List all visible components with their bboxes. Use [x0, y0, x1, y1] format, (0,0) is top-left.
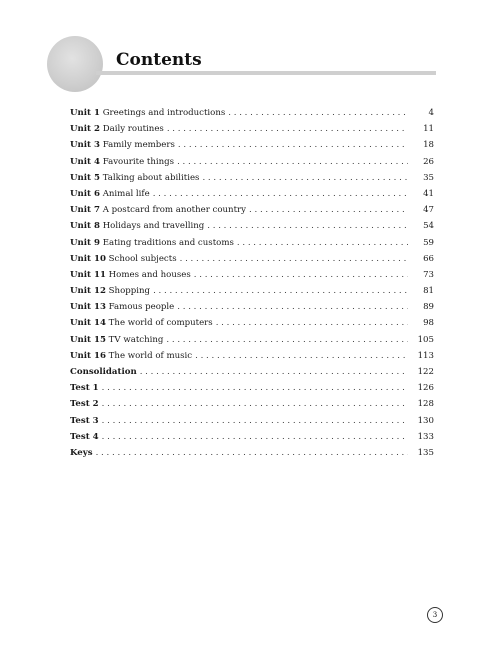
dot-leader: [228, 105, 408, 121]
toc-entry-label: [70, 170, 199, 186]
toc-page-number: 35: [423, 172, 434, 183]
toc-page-number: 11: [423, 124, 434, 135]
toc-unit-label: Unit 11: [70, 269, 106, 280]
toc-entry-label: [70, 137, 175, 153]
toc-entry[interactable]: [70, 364, 434, 380]
toc-entry-label: [70, 105, 225, 121]
page-title: Contents: [116, 50, 202, 70]
toc-page-number: 41: [423, 188, 434, 199]
toc-page-number: 81: [423, 286, 434, 297]
toc-page-number: 73: [423, 269, 434, 280]
toc-entry-label: [70, 154, 174, 170]
toc-entry-title: Talking about abilities: [102, 172, 200, 183]
toc-entry-label: [70, 413, 99, 429]
toc-entry-label: [70, 445, 93, 461]
dot-leader: [194, 267, 408, 283]
toc-entry-label: [70, 283, 150, 299]
dot-leader: [102, 429, 408, 445]
toc-entry[interactable]: [70, 218, 434, 234]
page-number-badge: 3: [427, 607, 443, 623]
toc-unit-label: Unit 7: [70, 205, 100, 216]
toc-entry[interactable]: [70, 332, 434, 348]
dot-leader: [202, 170, 408, 186]
toc-entry-title: TV watching: [108, 334, 164, 345]
dot-leader: [166, 332, 408, 348]
dot-leader: [237, 235, 408, 251]
toc-entry-title: Famous people: [108, 302, 175, 313]
toc-page-number: 128: [417, 399, 434, 410]
toc-unit-label: Unit 5: [70, 172, 100, 183]
toc-entry-label: [70, 202, 246, 218]
toc-unit-label: Consolidation: [70, 367, 137, 377]
toc-entry[interactable]: [70, 396, 434, 412]
dot-leader: [178, 137, 408, 153]
toc-entry-title: Animal life: [102, 188, 150, 199]
toc-entry-label: [70, 396, 99, 412]
table-of-contents: [70, 105, 434, 461]
toc-entry[interactable]: [70, 445, 434, 461]
toc-page-number: 113: [417, 350, 434, 361]
toc-entry-label: [70, 364, 137, 380]
toc-unit-label: Test 2: [70, 399, 99, 410]
toc-entry-title: Eating traditions and customs: [102, 237, 234, 248]
toc-page-number: 54: [423, 221, 434, 232]
toc-entry-label: [70, 380, 99, 396]
toc-page-number: 98: [423, 318, 434, 329]
toc-entry-label: [70, 332, 163, 348]
toc-entry-title: School subjects: [108, 253, 177, 264]
toc-entry-title: Favourite things: [102, 156, 175, 167]
dot-leader: [102, 396, 408, 412]
dot-leader: [153, 283, 408, 299]
toc-page-number: 122: [417, 367, 434, 377]
toc-unit-label: Unit 12: [70, 286, 106, 297]
toc-unit-label: Unit 14: [70, 318, 106, 329]
toc-entry[interactable]: [70, 283, 434, 299]
dot-leader: [102, 413, 408, 429]
toc-entry[interactable]: [70, 299, 434, 315]
toc-page-number: 133: [417, 431, 434, 442]
toc-unit-label: Unit 3: [70, 140, 100, 151]
toc-page-number: 26: [423, 156, 434, 167]
toc-entry-title: The world of computers: [108, 318, 213, 329]
toc-entry[interactable]: [70, 235, 434, 251]
toc-entry-label: [70, 315, 213, 331]
toc-unit-label: Keys: [70, 447, 93, 458]
toc-entry-title: The world of music: [108, 350, 193, 361]
toc-entry[interactable]: [70, 154, 434, 170]
toc-unit-label: Unit 8: [70, 221, 100, 232]
contents-header: [0, 0, 500, 110]
toc-page-number: 126: [417, 383, 434, 394]
toc-entry-title: Shopping: [108, 286, 151, 297]
toc-entry[interactable]: [70, 137, 434, 153]
toc-unit-label: Test 4: [70, 431, 99, 442]
toc-unit-label: Unit 13: [70, 302, 106, 313]
dot-leader: [195, 348, 408, 364]
toc-unit-label: Unit 4: [70, 156, 100, 167]
toc-entry-title: A postcard from another country: [102, 205, 247, 216]
dot-leader: [153, 186, 408, 202]
toc-entry-label: [70, 218, 204, 234]
toc-unit-label: Unit 2: [70, 124, 100, 135]
toc-entry-title: Greetings and introductions: [102, 108, 226, 118]
toc-entry[interactable]: [70, 267, 434, 283]
toc-entry-label: [70, 429, 99, 445]
dot-leader: [177, 154, 408, 170]
dot-leader: [167, 121, 408, 137]
toc-entry-title: Holidays and travelling: [102, 221, 205, 232]
toc-entry[interactable]: [70, 202, 434, 218]
toc-page-number: 105: [417, 334, 434, 345]
toc-entry-label: [70, 121, 164, 137]
toc-entry-label: [70, 251, 177, 267]
toc-entry-label: [70, 235, 234, 251]
toc-entry-title: Daily routines: [102, 124, 164, 135]
toc-unit-label: Test 1: [70, 383, 99, 394]
dot-leader: [177, 299, 408, 315]
toc-page-number: 89: [423, 302, 434, 313]
toc-unit-label: Unit 15: [70, 334, 106, 345]
dot-leader: [216, 315, 408, 331]
dot-leader: [102, 380, 408, 396]
toc-unit-label: Unit 16: [70, 350, 106, 361]
dot-leader: [180, 251, 408, 267]
toc-page-number: 130: [417, 415, 434, 426]
header-circle-decoration: [47, 36, 103, 92]
toc-entry[interactable]: [70, 186, 434, 202]
toc-unit-label: Unit 6: [70, 188, 100, 199]
toc-entry[interactable]: [70, 315, 434, 331]
toc-page-number: 18: [423, 140, 434, 151]
toc-entry-label: [70, 299, 174, 315]
toc-unit-label: Unit 10: [70, 253, 106, 264]
dot-leader: [249, 202, 408, 218]
toc-page-number: 135: [417, 447, 434, 458]
dot-leader: [207, 218, 408, 234]
toc-entry[interactable]: [70, 170, 434, 186]
header-rule: [96, 71, 436, 75]
toc-entry[interactable]: [70, 429, 434, 445]
toc-unit-label: Test 3: [70, 415, 99, 426]
dot-leader: [96, 445, 408, 461]
toc-entry-label: [70, 186, 150, 202]
toc-page-number: 47: [423, 205, 434, 216]
toc-entry[interactable]: [70, 348, 434, 364]
toc-entry[interactable]: [70, 105, 434, 121]
dot-leader: [140, 364, 408, 380]
toc-entry[interactable]: [70, 251, 434, 267]
toc-entry-title: Family members: [102, 140, 175, 151]
toc-entry-title: Homes and houses: [108, 269, 191, 280]
toc-entry[interactable]: [70, 380, 434, 396]
toc-page-number: 4: [428, 108, 434, 118]
toc-entry-label: [70, 267, 191, 283]
toc-page-number: 66: [423, 253, 434, 264]
toc-entry[interactable]: [70, 121, 434, 137]
toc-page-number: 59: [423, 237, 434, 248]
toc-unit-label: Unit 1: [70, 108, 100, 118]
toc-entry-label: [70, 348, 192, 364]
toc-entry[interactable]: [70, 413, 434, 429]
toc-unit-label: Unit 9: [70, 237, 100, 248]
